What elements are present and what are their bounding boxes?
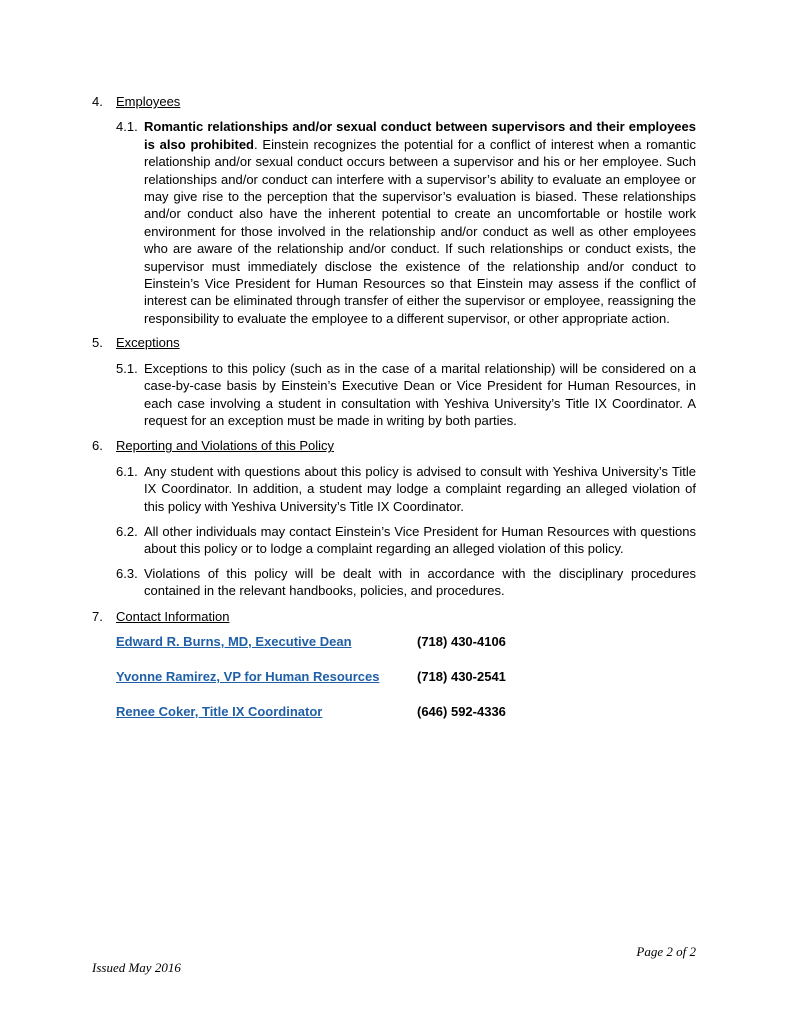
section-number: 4. — [92, 94, 103, 109]
section-heading — [92, 334, 696, 351]
subsection-5-1 — [116, 360, 696, 430]
subsection-text: Any student with questions about this policy is advised to consult with Yeshiva University’s Title IX Coordinator. In addition, a student may lodge a complaint regarding an alleged violation of this policy with Yeshiva University’s Title IX Coordinator. — [144, 463, 696, 514]
section-heading — [92, 437, 696, 454]
section-heading — [92, 93, 696, 110]
contact-list — [116, 633, 696, 720]
subsection-text: Exceptions to this policy (such as in the case of a marital relationship) will be considered on a case-by-case basis by Einstein’s Executive Dean or Vice President for Human Resources, in each case involving a student in consultation with Yeshiva University’s Title IX Coordinator. A request for an exception must be made in writing by both parties. — [144, 360, 696, 428]
subsection-number: 6.2. — [116, 523, 138, 539]
contact-row — [116, 668, 696, 685]
page-number: Page 2 of 2 — [636, 944, 696, 959]
section-number: 7. — [92, 608, 103, 624]
contact-link-vp-human-resources[interactable]: Yvonne Ramirez, VP for Human Resources — [116, 668, 380, 684]
contact-link-executive-dean[interactable]: Edward R. Burns, MD, Executive Dean — [116, 633, 352, 649]
contact-phone: (646) 592-4336 — [417, 703, 506, 719]
subsection-6-1 — [116, 463, 696, 515]
subsection-text — [144, 118, 696, 327]
section-title: Exceptions — [116, 335, 180, 351]
subsection-4-1 — [116, 118, 696, 327]
section-number: 6. — [92, 438, 103, 454]
contact-row — [116, 703, 696, 720]
contact-phone: (718) 430-2541 — [417, 668, 506, 684]
policy-content — [92, 93, 696, 738]
section-title: Employees — [116, 94, 181, 109]
contact-row — [116, 633, 696, 650]
contact-phone: (718) 430-4106 — [417, 633, 506, 649]
section-heading — [92, 608, 696, 625]
section-exceptions — [92, 334, 696, 429]
subsection-number: 6.1. — [116, 463, 138, 479]
section-number: 5. — [92, 335, 103, 351]
subsection-text: Violations of this policy will be dealt with in accordance with the disciplinary procedures contained in the relevant handbooks, policies, and procedures. — [144, 565, 696, 599]
section-contact-information — [92, 608, 696, 720]
subsection-number: 6.3. — [116, 565, 138, 581]
issued-date: Issued May 2016 — [92, 960, 181, 975]
section-reporting — [92, 437, 696, 599]
section-title: Reporting and Violations of this Policy — [116, 438, 334, 454]
subsection-number: 5.1. — [116, 360, 138, 376]
subsection-body: . Einstein recognizes the potential for a conflict of interest when a romantic relationship and/or sexual conduct occurs between a supervisor and his or her employee. Such relationships and/or conduct can interfere with a supervisor’s ability to evaluate an employee or may give rise to the perception that the supervisor’s evaluation is biased. These relationships and/or conduct also have the inherent potential to create an uncomfortable or hostile work environment for those involved in the relationship and/or conduct as well as other employees who are aware of the relationship and/or conduct. If such relationships or conduct exists, the supervisor must immediately disclose the existence of the relationship and/or conduct to Einstein’s Vice President for Human Resources so that Einstein may assess if the conflict of interest can be eliminated through transfer of either the supervisor or employee, reassigning the responsibility to evaluate the employee to a different supervisor, or other appropriate action. — [144, 136, 697, 326]
subsection-6-2 — [116, 523, 696, 558]
subsection-number: 4.1. — [116, 119, 138, 135]
subsection-6-3 — [116, 565, 696, 600]
section-title: Contact Information — [116, 608, 230, 624]
contact-link-title-ix-coordinator[interactable]: Renee Coker, Title IX Coordinator — [116, 703, 323, 719]
subsection-text: All other individuals may contact Einstein’s Vice President for Human Resources with questions about this policy or to lodge a complaint regarding an alleged violation of this policy. — [144, 523, 696, 557]
subsection-bold-lead: Romantic relationships and/or sexual conduct between supervisors and their employees is also prohibited — [144, 119, 696, 152]
section-employees — [92, 93, 696, 327]
